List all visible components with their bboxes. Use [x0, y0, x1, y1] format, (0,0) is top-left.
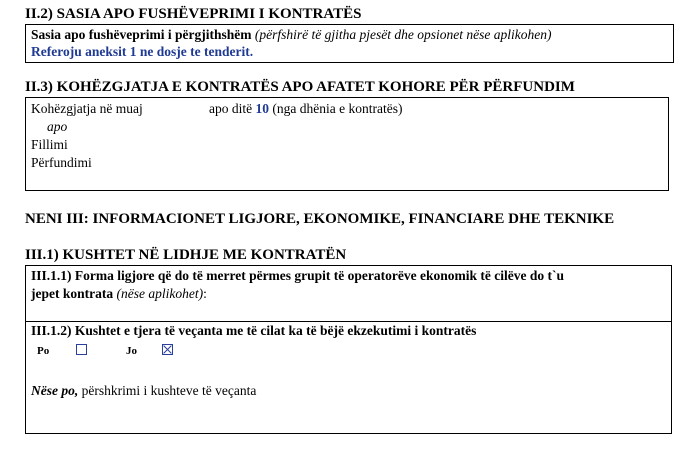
section-iii1-heading: III.1) KUSHTET NË LIDHJE ME KONTRATËN [25, 247, 347, 263]
no-checkbox[interactable] [162, 344, 173, 355]
if-yes-label: Nëse po, [31, 383, 79, 398]
divider [26, 321, 671, 322]
duration-days-prefix: apo ditë [209, 101, 253, 116]
no-label: Jo [126, 345, 137, 357]
legal-form-label-cont: jepet kontrata [31, 286, 114, 301]
scope-label: Sasia apo fushëveprimi i përgjithshëm [31, 27, 252, 42]
legal-form-note: (nëse aplikohet) [116, 286, 204, 301]
yes-label: Po [37, 345, 50, 357]
legal-form-colon: : [203, 286, 207, 301]
section-ii3-heading: II.3) KOHËZGJATJA E KONTRATËS APO AFATET KOHORE PËR PËRFUNDIM [25, 79, 575, 95]
yes-checkbox[interactable] [76, 344, 87, 355]
legal-form-label: III.1.1) Forma ligjore që do të merret përmes grupit të operatorëve ekonomik të cilëve do t`u [31, 268, 564, 283]
section-iii-heading: NENI III: INFORMACIONET LIGJORE, EKONOMIKE, FINANCIARE DHE TEKNIKE [25, 211, 615, 227]
section-iii1-box [25, 265, 672, 434]
section-ii2-box [25, 24, 674, 63]
description-text: përshkrimi i kushteve të veçanta [81, 383, 257, 398]
scope-line [31, 27, 551, 43]
scope-reference: Referoju aneksit 1 ne dosje te tenderit. [31, 44, 254, 59]
duration-months-label: Kohëzgjatja në muaj [31, 101, 143, 116]
legal-form-question [31, 268, 564, 284]
end-label: Përfundimi [31, 155, 92, 170]
section-ii3-box [25, 97, 669, 191]
scope-note: (përfshirë të gjitha pjesët dhe opsionet nëse aplikohen) [254, 27, 552, 42]
start-label: Fillimi [31, 137, 68, 152]
duration-days-value: 10 [255, 101, 269, 116]
or-label: apo [47, 119, 68, 134]
special-conditions-question: III.1.2) Kushtet e tjera të veçanta me të cilat ka të bëjë ekzekutimi i kontratës [31, 323, 477, 338]
duration-days-line [209, 101, 402, 117]
duration-days-suffix: (nga dhënia e kontratës) [272, 101, 403, 116]
special-conditions-description [31, 383, 256, 399]
section-ii2-heading: II.2) SASIA APO FUSHËVEPRIMI I KONTRATËS [25, 6, 362, 22]
legal-form-question-cont [31, 286, 207, 302]
